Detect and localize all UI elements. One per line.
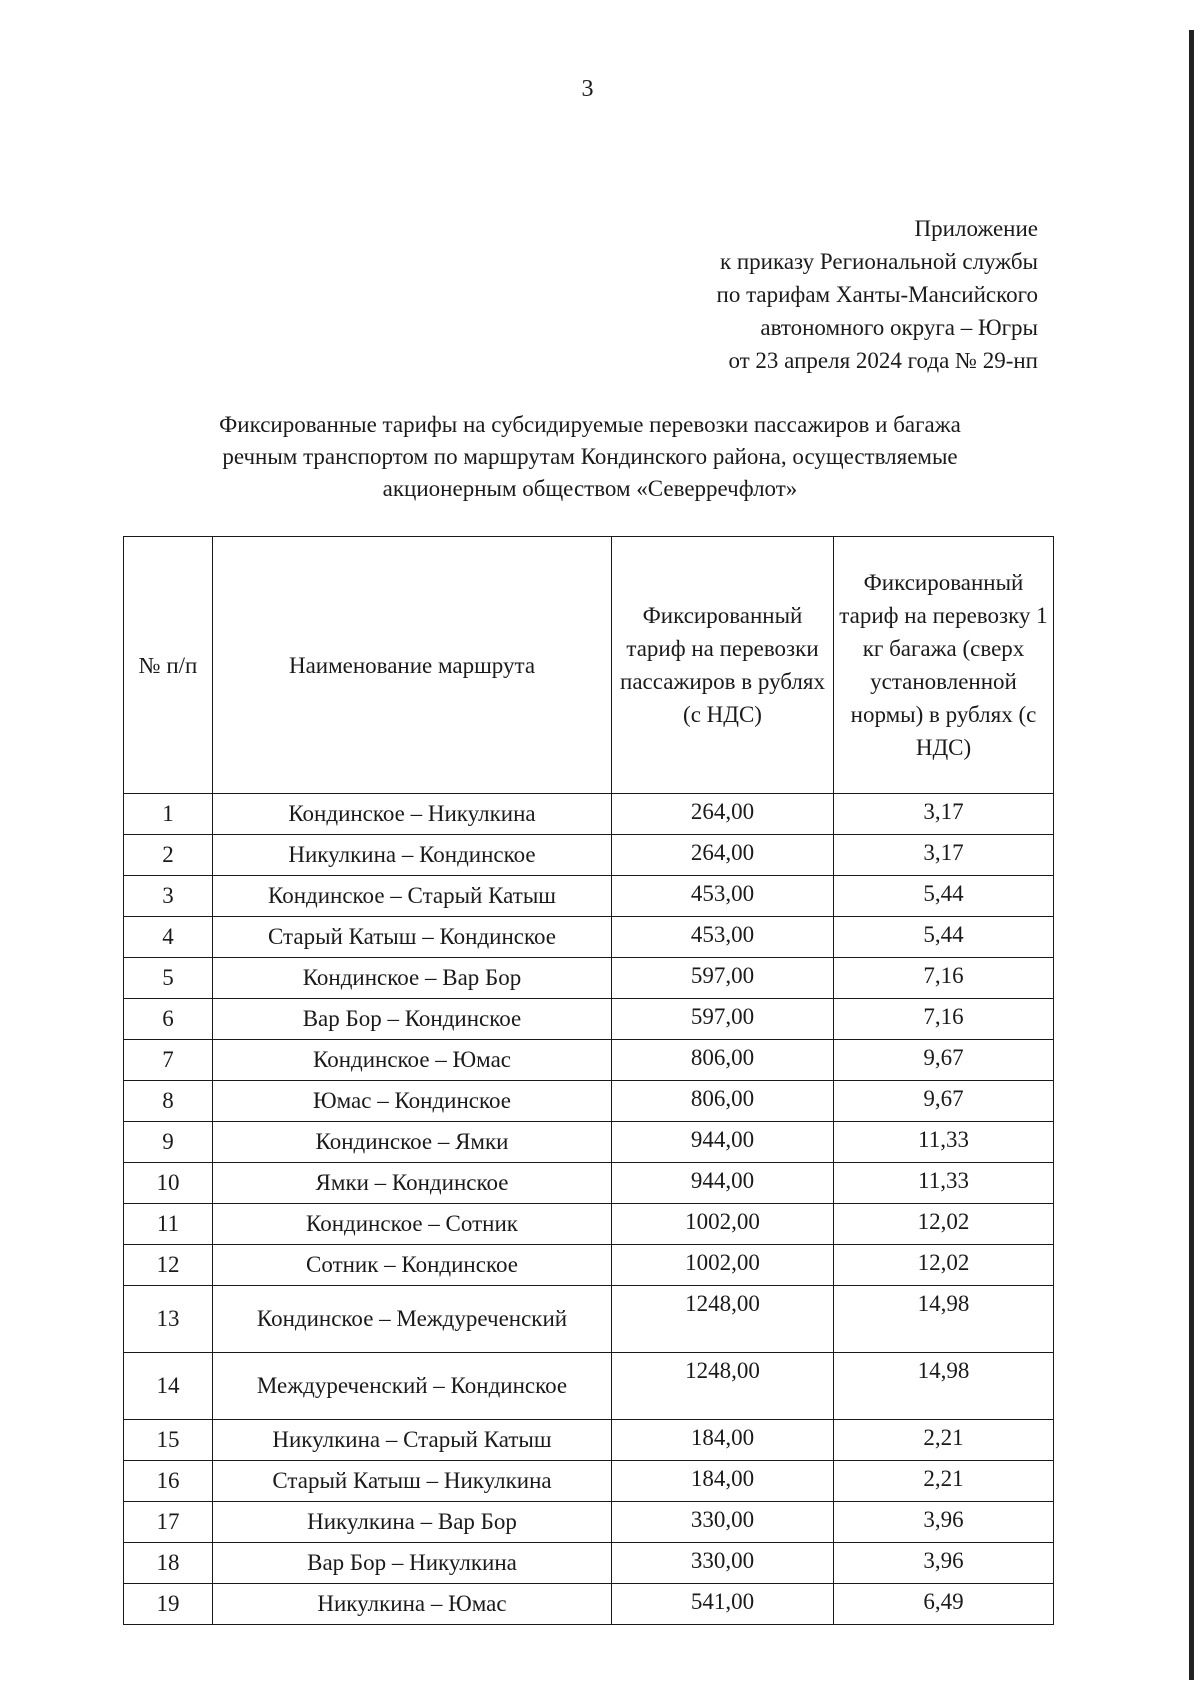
tariffs-table (123, 536, 1054, 1625)
passenger-tariff: 264,00 (612, 794, 834, 835)
passenger-tariff: 330,00 (612, 1543, 834, 1584)
row-number: 9 (124, 1122, 213, 1163)
passenger-tariff: 264,00 (612, 835, 834, 876)
table-row (124, 999, 1054, 1040)
header-route-name: Наименование маршрута (213, 537, 612, 794)
appendix-line: к приказу Региональной службы (719, 249, 1038, 274)
table-row (124, 1584, 1054, 1625)
route-name: Кондинское – Сотник (213, 1204, 612, 1245)
route-name: Старый Катыш – Никулкина (213, 1461, 612, 1502)
table-row (124, 1461, 1054, 1502)
row-number: 6 (124, 999, 213, 1040)
table-row (124, 1122, 1054, 1163)
route-name: Кондинское – Ямки (213, 1122, 612, 1163)
appendix-line: от 23 апреля 2024 года № 29-нп (728, 348, 1038, 373)
table-row (124, 1286, 1054, 1353)
table-row (124, 794, 1054, 835)
baggage-tariff: 9,67 (834, 1040, 1054, 1081)
scan-edge-shadow (1189, 30, 1194, 1680)
baggage-tariff: 3,96 (834, 1502, 1054, 1543)
row-number: 7 (124, 1040, 213, 1081)
baggage-tariff: 12,02 (834, 1245, 1054, 1286)
header-passenger-tariff: Фиксированный тариф на перевозки пассажиров в рублях (с НДС) (612, 537, 834, 794)
baggage-tariff: 6,49 (834, 1584, 1054, 1625)
table-row (124, 1502, 1054, 1543)
passenger-tariff: 184,00 (612, 1420, 834, 1461)
route-name: Юмас – Кондинское (213, 1081, 612, 1122)
title-line: акционерным обществом «Северречфлот» (382, 476, 798, 501)
passenger-tariff: 806,00 (612, 1081, 834, 1122)
appendix-reference (717, 212, 1038, 377)
table-row (124, 917, 1054, 958)
route-name: Вар Бор – Кондинское (213, 999, 612, 1040)
row-number: 16 (124, 1461, 213, 1502)
passenger-tariff: 453,00 (612, 917, 834, 958)
table-row (124, 958, 1054, 999)
table-row (124, 1543, 1054, 1584)
row-number: 2 (124, 835, 213, 876)
row-number: 11 (124, 1204, 213, 1245)
row-number: 1 (124, 794, 213, 835)
header-baggage-tariff: Фиксированный тариф на перевозку 1 кг багажа (сверх установленной нормы) в рублях (с НДС) (834, 537, 1054, 794)
baggage-tariff: 5,44 (834, 917, 1054, 958)
row-number: 14 (124, 1353, 213, 1420)
route-name: Кондинское – Междуреченский (213, 1286, 612, 1353)
table-header-row (124, 537, 1054, 794)
row-number: 10 (124, 1163, 213, 1204)
table-row (124, 835, 1054, 876)
route-name: Сотник – Кондинское (213, 1245, 612, 1286)
row-number: 18 (124, 1543, 213, 1584)
passenger-tariff: 330,00 (612, 1502, 834, 1543)
table-row (124, 876, 1054, 917)
baggage-tariff: 3,17 (834, 794, 1054, 835)
baggage-tariff: 3,17 (834, 835, 1054, 876)
title-line: Фиксированные тарифы на субсидируемые перевозки пассажиров и багажа (219, 412, 961, 437)
route-name: Никулкина – Кондинское (213, 835, 612, 876)
route-name: Междуреченский – Кондинское (213, 1353, 612, 1420)
row-number: 8 (124, 1081, 213, 1122)
passenger-tariff: 1002,00 (612, 1245, 834, 1286)
row-number: 4 (124, 917, 213, 958)
passenger-tariff: 1248,00 (612, 1286, 834, 1353)
header-number: № п/п (124, 537, 213, 794)
appendix-line: автономного округа – Югры (760, 315, 1038, 340)
route-name: Кондинское – Старый Катыш (213, 876, 612, 917)
passenger-tariff: 541,00 (612, 1584, 834, 1625)
baggage-tariff: 9,67 (834, 1081, 1054, 1122)
baggage-tariff: 12,02 (834, 1204, 1054, 1245)
passenger-tariff: 806,00 (612, 1040, 834, 1081)
baggage-tariff: 11,33 (834, 1163, 1054, 1204)
table-row (124, 1040, 1054, 1081)
document-title (110, 409, 1070, 505)
table-row (124, 1353, 1054, 1420)
baggage-tariff: 11,33 (834, 1122, 1054, 1163)
table-row (124, 1163, 1054, 1204)
passenger-tariff: 597,00 (612, 999, 834, 1040)
row-number: 17 (124, 1502, 213, 1543)
table-row (124, 1420, 1054, 1461)
baggage-tariff: 7,16 (834, 999, 1054, 1040)
route-name: Никулкина – Вар Бор (213, 1502, 612, 1543)
baggage-tariff: 5,44 (834, 876, 1054, 917)
route-name: Старый Катыш – Кондинское (213, 917, 612, 958)
route-name: Никулкина – Юмас (213, 1584, 612, 1625)
row-number: 15 (124, 1420, 213, 1461)
passenger-tariff: 453,00 (612, 876, 834, 917)
appendix-line: Приложение (914, 216, 1038, 241)
baggage-tariff: 2,21 (834, 1461, 1054, 1502)
table-row (124, 1204, 1054, 1245)
passenger-tariff: 944,00 (612, 1163, 834, 1204)
baggage-tariff: 3,96 (834, 1543, 1054, 1584)
route-name: Никулкина – Старый Катыш (213, 1420, 612, 1461)
baggage-tariff: 7,16 (834, 958, 1054, 999)
route-name: Кондинское – Вар Бор (213, 958, 612, 999)
title-line: речным транспортом по маршрутам Кондинского района, осуществляемые (222, 444, 958, 469)
baggage-tariff: 14,98 (834, 1286, 1054, 1353)
baggage-tariff: 2,21 (834, 1420, 1054, 1461)
route-name: Ямки – Кондинское (213, 1163, 612, 1204)
page-number: 3 (581, 76, 594, 102)
baggage-tariff: 14,98 (834, 1353, 1054, 1420)
passenger-tariff: 1002,00 (612, 1204, 834, 1245)
row-number: 13 (124, 1286, 213, 1353)
route-name: Кондинское – Юмас (213, 1040, 612, 1081)
table-body (124, 794, 1054, 1625)
route-name: Вар Бор – Никулкина (213, 1543, 612, 1584)
row-number: 5 (124, 958, 213, 999)
table-row (124, 1081, 1054, 1122)
passenger-tariff: 184,00 (612, 1461, 834, 1502)
route-name: Кондинское – Никулкина (213, 794, 612, 835)
table-row (124, 1245, 1054, 1286)
row-number: 19 (124, 1584, 213, 1625)
row-number: 12 (124, 1245, 213, 1286)
passenger-tariff: 597,00 (612, 958, 834, 999)
passenger-tariff: 944,00 (612, 1122, 834, 1163)
row-number: 3 (124, 876, 213, 917)
appendix-line: по тарифам Ханты-Мансийского (716, 282, 1038, 307)
passenger-tariff: 1248,00 (612, 1353, 834, 1420)
